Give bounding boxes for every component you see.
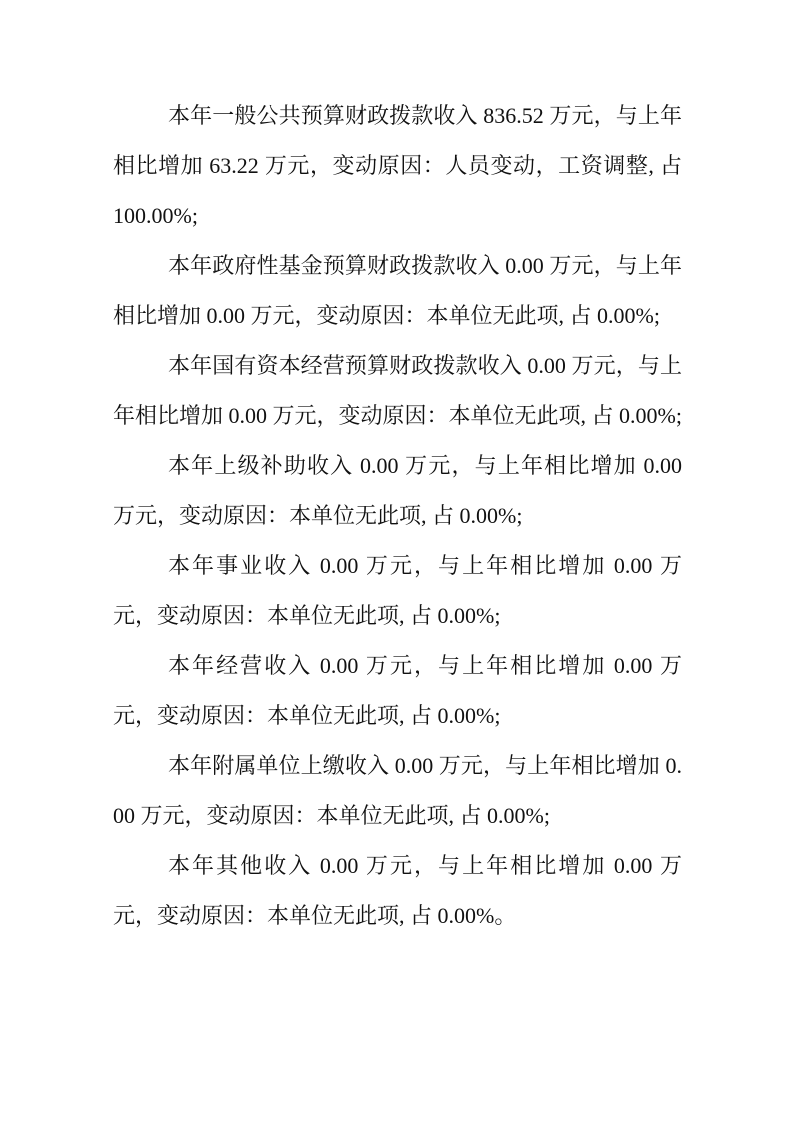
- para-other-revenue: 本年其他收入 0.00 万元，与上年相比增加 0.00 万元，变动原因：本单位无此项, 占 0.00%。: [113, 853, 682, 928]
- para-affiliated-unit-remittance-revenue: 本年附属单位上缴收入 0.00 万元，与上年相比增加 0.00 万元，变动原因：本单位无此项, 占 0.00%;: [113, 753, 682, 828]
- para-general-public-budget-revenue: 本年一般公共预算财政拨款收入 836.52 万元，与上年相比增加 63.22 万元，变动原因：人员变动，工资调整, 占 100.00%;: [113, 103, 682, 228]
- document-body: [113, 91, 682, 941]
- para-superior-subsidy-revenue: 本年上级补助收入 0.00 万元，与上年相比增加 0.00 万元，变动原因：本单位无此项, 占 0.00%;: [113, 453, 682, 528]
- para-state-capital-operation-budget-revenue: 本年国有资本经营预算财政拨款收入 0.00 万元，与上年相比增加 0.00 万元，变动原因：本单位无此项, 占 0.00%;: [113, 353, 682, 428]
- para-business-revenue: 本年事业收入 0.00 万元，与上年相比增加 0.00 万元，变动原因：本单位无此项, 占 0.00%;: [113, 553, 682, 628]
- para-operating-revenue: 本年经营收入 0.00 万元，与上年相比增加 0.00 万元，变动原因：本单位无此项, 占 0.00%;: [113, 653, 682, 728]
- para-government-fund-budget-revenue: 本年政府性基金预算财政拨款收入 0.00 万元，与上年相比增加 0.00 万元，变动原因：本单位无此项, 占 0.00%;: [113, 253, 682, 328]
